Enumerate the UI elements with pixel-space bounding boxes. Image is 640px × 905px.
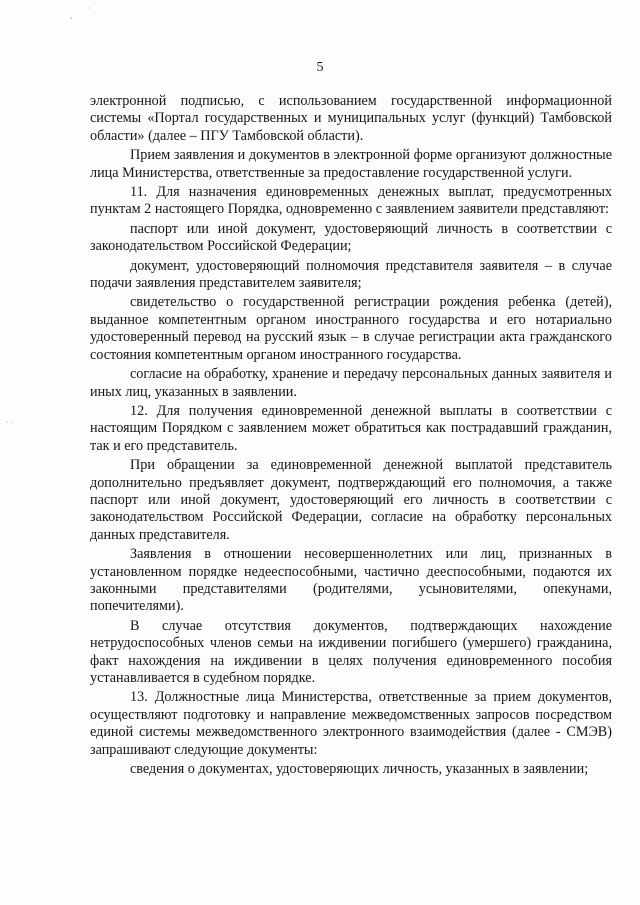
paragraph: согласие на обработку, хранение и передачу персональных данных заявителя и иных лиц, указанных в заявлении. (90, 366, 612, 400)
paragraph: свидетельство о государственной регистрации рождения ребенка (детей), выданное компетентным органом иностранного государства и его нотариально удостоверенный перевод на русский язык – в случае регистрации акта гражданского состояния компетентным органом иностранного государства. (90, 294, 612, 363)
scan-artifact: ' (70, 16, 73, 25)
paragraph: сведения о документах, удостоверяющих личность, указанных в заявлении; (130, 761, 589, 778)
document-body (90, 93, 612, 780)
page-number: 5 (316, 60, 324, 75)
paragraph: электронной подписью, с использованием государственной информационной системы «Портал государственных и муниципальных услуг (функций) Тамбовской области» (далее – ПГУ Тамбовской области). (90, 93, 612, 144)
paragraph: документ, удостоверяющий полномочия представителя заявителя – в случае подачи заявления представителем заявителя; (90, 257, 612, 292)
paragraph: паспорт или иной документ, удостоверяющий личность в соответствии с законодательством Российской Федерации; (90, 220, 612, 255)
paragraph: 12. Для получения единовременной денежной выплаты в соответствии с настоящим Порядком с заявлением может обратиться как пострадавший гражданин, так и его представитель. (90, 402, 612, 454)
paragraph: При обращении за единовременной денежной выплатой представитель дополнительно предъявляет документ, подтверждающий его полномочия, а также паспорт или иной документ, удостоверяющий его личность в соответствии с законодательством Российской Федерации, согласие на обработку персональных данных представителя. (90, 457, 612, 543)
paragraph: Заявления в отношении несовершеннолетних или лиц, признанных в установленном порядке недееспособными, частично дееспособными, подаются их законными представителями (родителями, усыновителями, опекунами, попечителями). (90, 546, 612, 615)
paragraph: 11. Для назначения единовременных денежных выплат, предусмотренных пунктам 2 настоящего Порядка, одновременно с заявлением заявители представляют: (90, 184, 612, 218)
paragraph: Прием заявления и документов в электронной форме организуют должностные лица Министерства, ответственные за предоставление государственной услуги. (90, 147, 612, 181)
scan-artifact: · (88, 4, 91, 13)
paragraph: В случае отсутствия документов, подтверждающих нахождение нетрудоспособных членов семьи на иждивении погибшего (умершего) гражданина, факт нахождения на иждивении в целях получения единовременного пособия устанавливается в судебном порядке. (90, 617, 612, 686)
paragraph: 13. Должностные лица Министерства, ответственные за прием документов, осуществляют подготовку и направление межведомственных запросов посредством единой системы межведомственного электронного взаимодействия (далее - СМЭВ) запрашивают следующие документы: (90, 689, 612, 758)
scan-artifact: · · (6, 418, 14, 427)
